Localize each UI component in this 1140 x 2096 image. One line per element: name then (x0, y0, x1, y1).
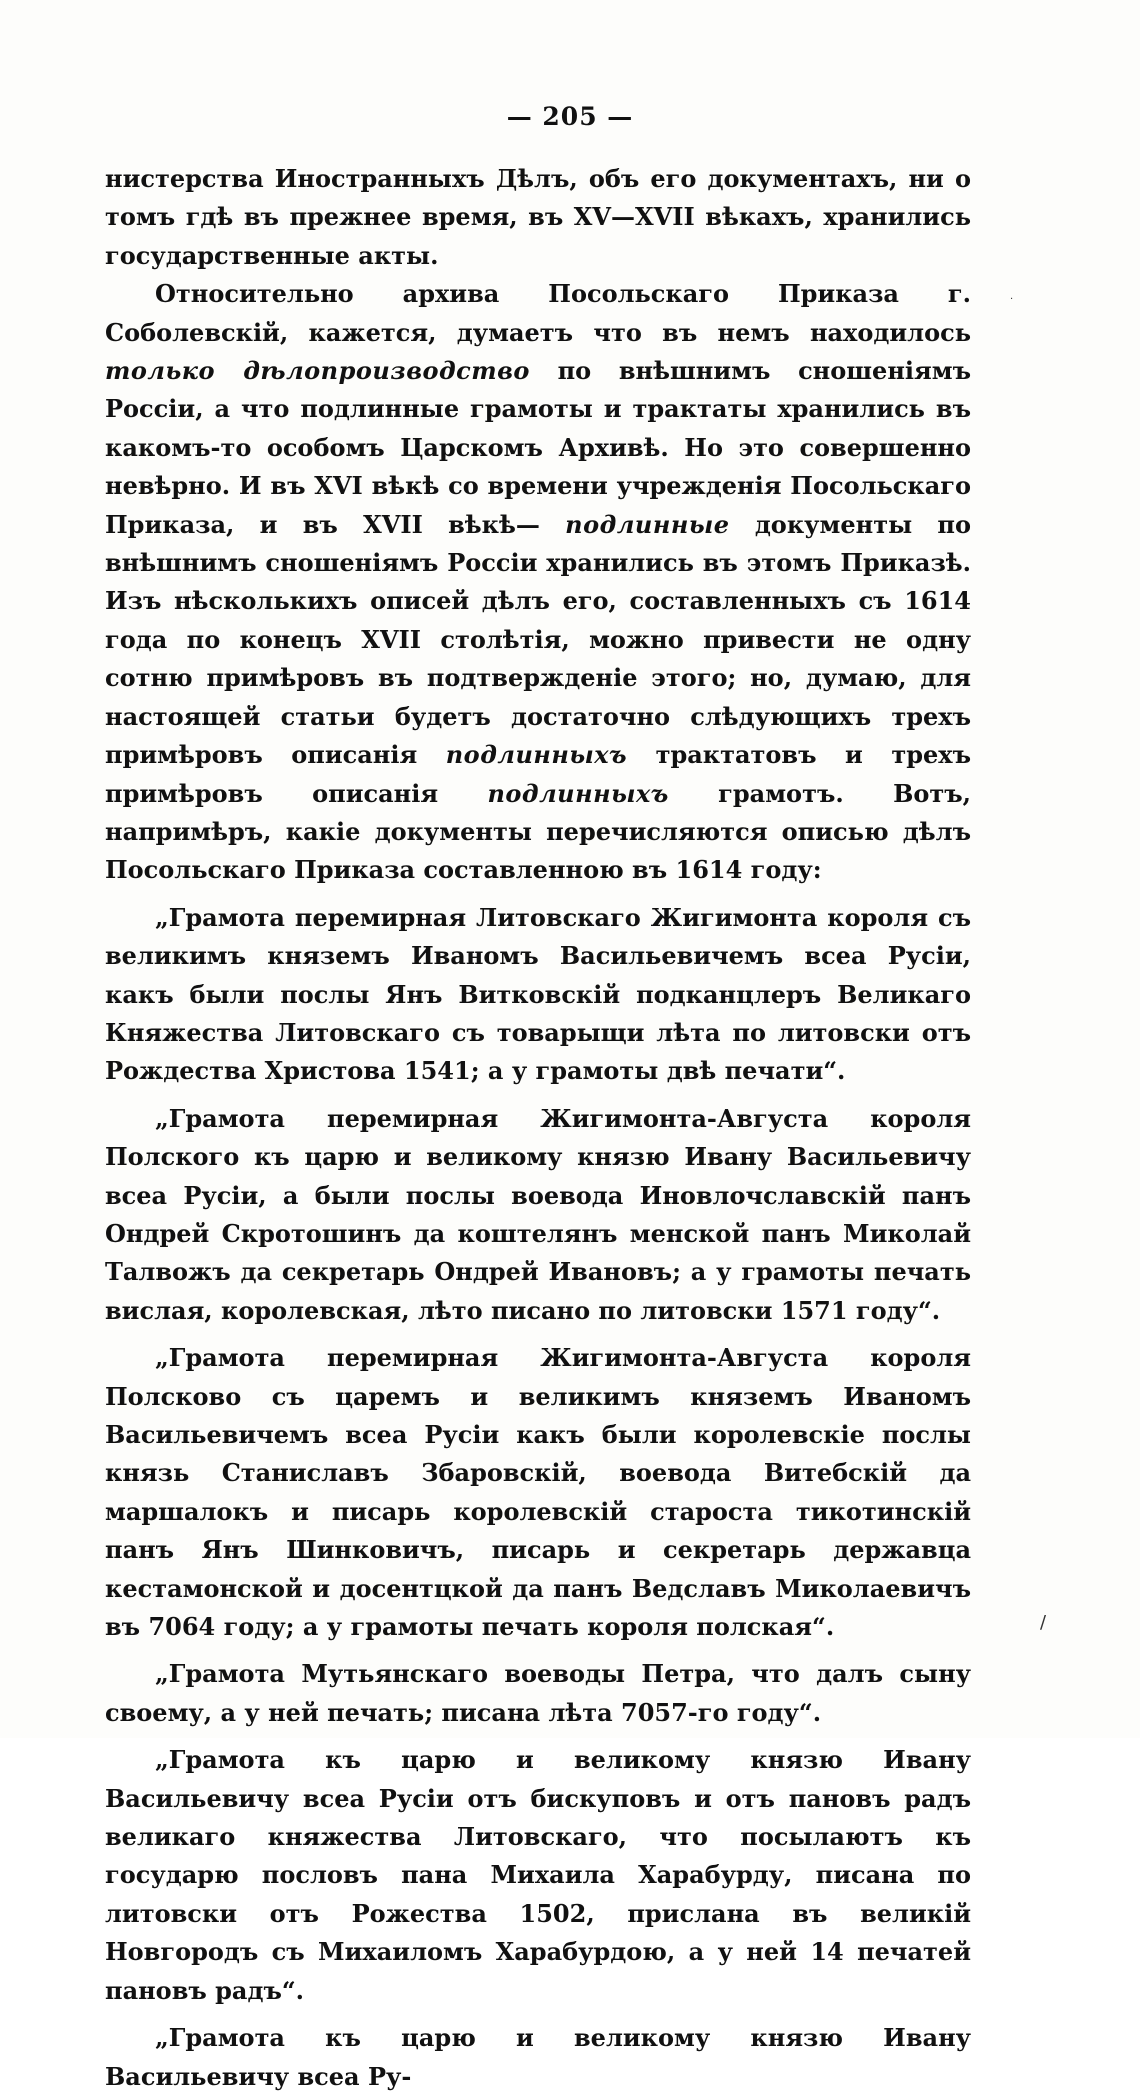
quote-charter-3: „Грамота перемирная Жигимонта-Августа короля Полсково съ царемъ и великимъ княземъ Иваномъ Васильевичемъ всеа Русіи какъ были королевскіе послы князь Станиславъ Збаровскій, воевода Витебскій да маршалокъ и писарь королевскій староста тикотинскій панъ Янъ Шинковичъ, писарь и секретарь державца кестамонской и досентцкой да панъ Ведславъ Миколаевичъ въ 7064 году; а у грамоты печать короля полская“. (105, 1343, 971, 1642)
emphasis-text: только дѣлопроизводство (105, 356, 530, 386)
paragraph-continuation: нистерства Иностранныхъ Дѣлъ, объ его документахъ, ни о томъ гдѣ въ прежнее время, въ XV—XVII вѣкахъ, хранились государственные акты. (105, 164, 971, 270)
text-run: грамотъ. Вотъ, напримѣръ, какіе документы перечисляются описью дѣлъ Посольскаго Приказа составленною въ 1614 году: (105, 778, 971, 885)
text-run: Относительно архива Посольскаго Приказа г. Соболевскій, кажется, думаетъ что въ немъ находилось (105, 279, 971, 347)
text-run: документы по внѣшнимъ сношеніямъ Россіи хранились въ этомъ Приказѣ. Изъ нѣсколькихъ описей дѣлъ его, составленныхъ съ 1614 года по конецъ XVII столѣтія, можно привести не одну сотню примѣровъ въ подтвержденіе этого; но, думаю, для настоящей статьи будетъ достаточно слѣдующихъ трехъ примѣровъ описанія (105, 509, 971, 770)
emphasis-text: подлинные (565, 509, 730, 539)
quote-charter-2: „Грамота перемирная Жигимонта-Августа короля Полского къ царю и великому князю Ивану Васильевичу всеа Русіи, а были послы воевода Иновлочславскій панъ Ондрей Скротошинъ да коштелянъ менской панъ Миколай Талвожъ да секретарь Ондрей Ивановъ; а у грамоты печать вислая, королевская, лѣто писано по литовски 1571 году“. (105, 1103, 971, 1325)
emphasis-text: подлинныхъ (445, 740, 628, 770)
paragraph-archive (105, 275, 971, 890)
scan-dot: · (1010, 294, 1014, 305)
quote-charter-6: „Грамота къ царю и великому князю Ивану Васильевичу всеа Ру- (105, 2023, 971, 2091)
quote-charter-4: „Грамота Мутьянскаго воеводы Петра, что далъ сыну своему, а у ней печать; писана лѣта 7057-го году“. (105, 1659, 971, 1727)
quote-charter-5: „Грамота къ царю и великому князю Ивану Васильевичу всеа Русіи отъ бискуповъ и отъ пановъ радъ великаго княжества Литовскаго, что посылаютъ къ государю пословъ пана Михаила Харабурду, писана по литовски отъ Рожества 1502, прислана въ великій Новгородъ съ Михаиломъ Харабурдою, а у ней 14 печатей пановъ радъ“. (105, 1745, 971, 2005)
text-run: трактатовъ и трехъ примѣровъ описанія (105, 740, 971, 808)
body-text (105, 160, 971, 2096)
scan-mark: / (1040, 1612, 1047, 1633)
text-run: по внѣшнимъ сношеніямъ Россіи, а что подлинные грамоты и трактаты хранились въ какомъ-то особомъ Царскомъ Архивѣ. Но это совершенно невѣрно. И въ XVI вѣкѣ со времени учрежденія Посольскаго Приказа, и въ XVII вѣкѣ— (105, 356, 971, 539)
emphasis-text: подлинныхъ (487, 778, 669, 808)
quote-charter-1: „Грамота перемирная Литовскаго Жигимонта короля съ великимъ княземъ Иваномъ Васильевичемъ всеа Русіи, какъ были послы Янъ Витковскій подканцлеръ Великаго Княжества Литовскаго съ товарыщи лѣта по литовски отъ Рождества Христова 1541; а у грамоты двѣ печати“. (105, 902, 971, 1086)
page-number: — 205 — (506, 102, 634, 131)
